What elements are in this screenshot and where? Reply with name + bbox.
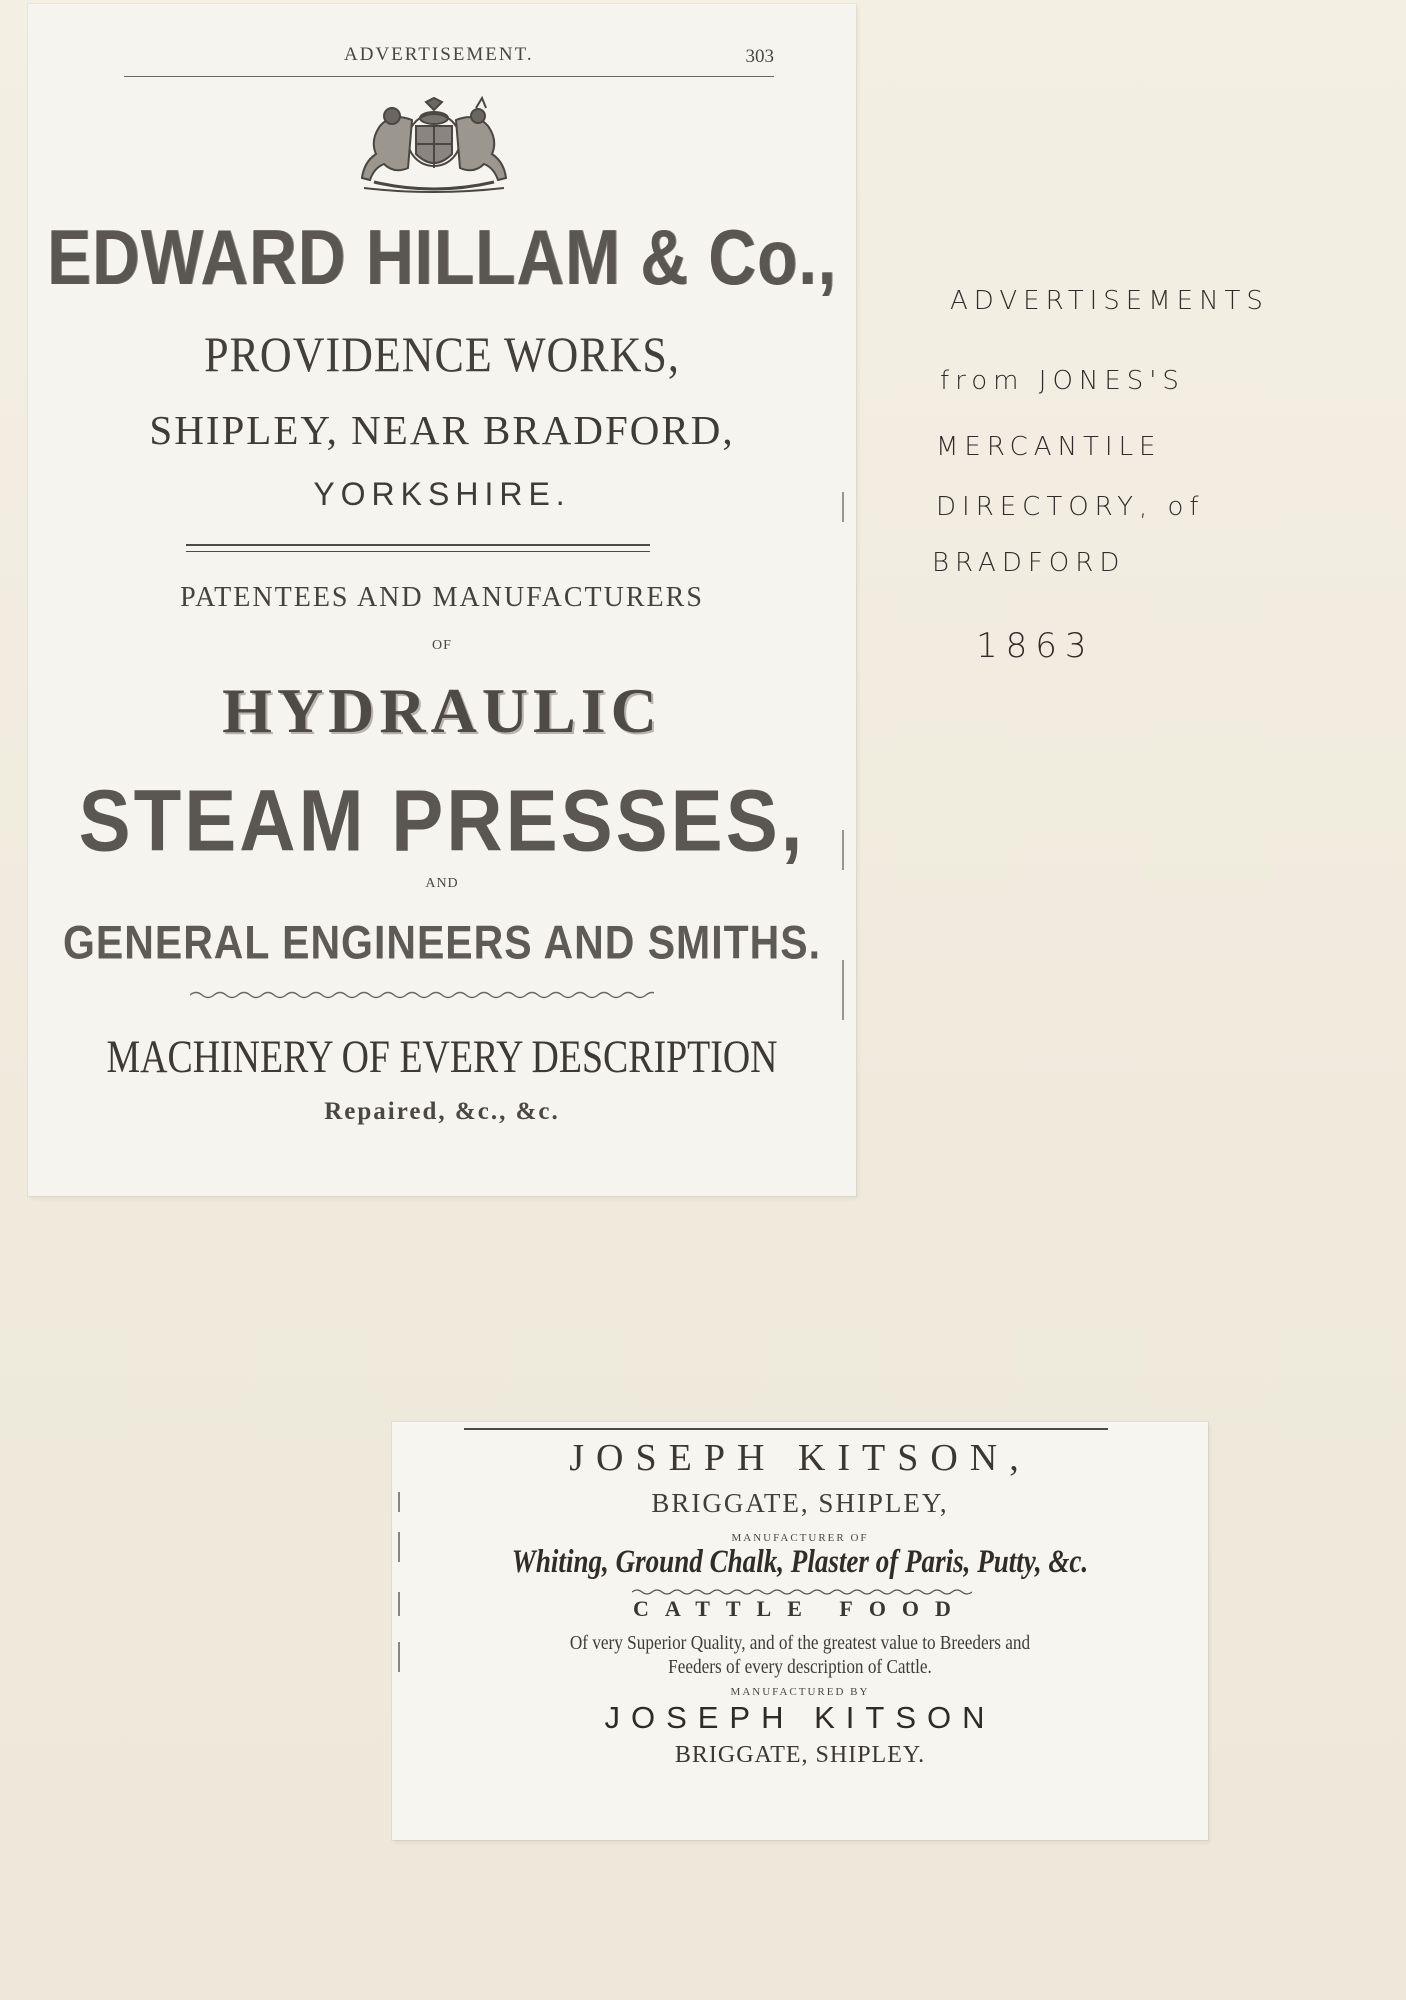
manufactured-by-label: MANUFACTURED BY <box>730 1686 870 1698</box>
note-line: ADVERTISEMENTS <box>950 286 1269 316</box>
repaired-line: Repaired, &c., &c. <box>324 1098 560 1125</box>
clipping-edge-mark <box>842 830 844 870</box>
of-connector: OF <box>432 638 452 653</box>
firm-name: EDWARD HILLAM & Co., <box>47 213 837 301</box>
wavy-rule-divider <box>632 1588 972 1596</box>
merchant-address-repeat: BRIGGATE, SHIPLEY. <box>674 1742 926 1768</box>
patentees-heading: PATENTEES AND MANUFACTURERS <box>180 582 704 613</box>
hillam-advertisement-clipping <box>28 4 856 1196</box>
kitson-advertisement-clipping <box>392 1422 1208 1840</box>
product-steam-presses: STEAM PRESSES, <box>78 771 806 870</box>
coat-of-arms-icon <box>334 96 534 196</box>
handwritten-note <box>930 286 1310 686</box>
merchant-address: BRIGGATE, SHIPLEY, <box>651 1488 949 1518</box>
note-line: MERCANTILE <box>936 432 1162 462</box>
top-rule <box>464 1428 1108 1430</box>
goods-line: Whiting, Ground Chalk, Plaster of Paris, Putty, &c. <box>511 1544 1089 1580</box>
works-name: PROVIDENCE WORKS, <box>204 327 680 382</box>
cattle-food-heading: CATTLE FOOD <box>633 1596 967 1621</box>
merchant-name: JOSEPH KITSON, <box>569 1437 1031 1479</box>
note-line: DIRECTORY, of <box>936 492 1205 522</box>
product-hydraulic: HYDRAULIC <box>222 675 662 746</box>
firm-county: YORKSHIRE. <box>313 476 571 512</box>
services-line: GENERAL ENGINEERS AND SMITHS. <box>63 916 821 969</box>
note-line: from JONES'S <box>940 366 1185 396</box>
description-line: Of very Superior Quality, and of the greatest value to Breeders and <box>569 1632 1031 1654</box>
double-rule-divider <box>186 544 650 552</box>
clipping-edge-mark <box>398 1492 400 1692</box>
running-head <box>124 34 774 77</box>
firm-address: SHIPLEY, NEAR BRADFORD, <box>149 407 735 453</box>
clipping-edge-mark <box>842 960 844 1020</box>
note-year: 1863 <box>976 626 1095 666</box>
description-line: Feeders of every description of Cattle. <box>668 1656 932 1678</box>
machinery-line: MACHINERY OF EVERY DESCRIPTION <box>106 1031 778 1083</box>
note-line: BRADFORD <box>932 548 1126 578</box>
wavy-rule-divider <box>190 990 654 1000</box>
manufacturer-of-label: MANUFACTURER OF <box>731 1532 869 1544</box>
running-head-title: ADVERTISEMENT. <box>344 44 534 65</box>
merchant-name-repeat: JOSEPH KITSON <box>604 1700 996 1735</box>
page-number: 303 <box>745 46 774 67</box>
clipping-edge-mark <box>842 492 844 522</box>
and-connector: AND <box>425 876 459 891</box>
